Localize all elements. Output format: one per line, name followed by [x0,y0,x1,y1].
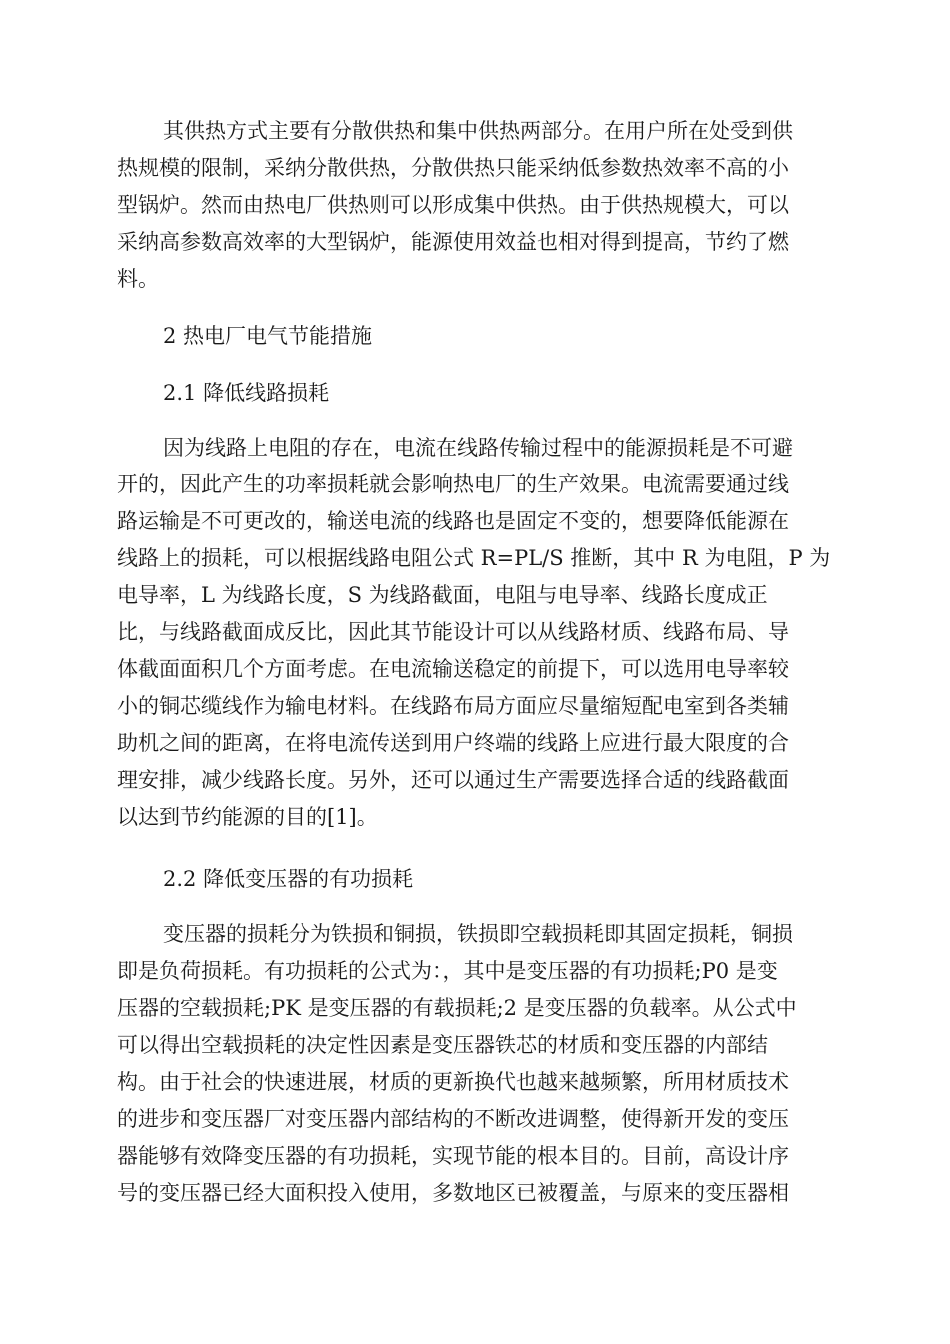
text-line: 线路上的损耗，可以根据线路电阻公式 R=PL/S 推断，其中 R 为电阻，P 为 [117,546,831,570]
text-line: 料。 [117,267,159,291]
text-line: 即是负荷损耗。有功损耗的公式为：，其中是变压器的有功损耗;P0 是变 [117,959,778,983]
text-line: 器能够有效降变压器的有功损耗，实现节能的根本目的。目前，高设计序 [117,1144,789,1168]
text-line: 号的变压器已经大面积投入使用，多数地区已被覆盖，与原来的变压器相 [117,1181,789,1205]
text-line: 变压器的损耗分为铁损和铜损，铁损即空载损耗即其固定损耗，铜损 [163,922,793,946]
text-line: 因为线路上电阻的存在，电流在线路传输过程中的能源损耗是不可避 [163,436,793,460]
text-line: 开的，因此产生的功率损耗就会影响热电厂的生产效果。电流需要通过线 [117,472,789,496]
subsection-heading: 2.1 降低线路损耗 [163,381,330,405]
text-line: 型锅炉。然而由热电厂供热则可以形成集中供热。由于供热规模大，可以 [117,193,789,217]
text-line: 采纳高参数高效率的大型锅炉，能源使用效益也相对得到提高，节约了燃 [117,230,789,254]
text-line: 压器的空载损耗;PK 是变压器的有载损耗;2 是变压器的负载率。从公式中 [117,996,797,1020]
text-line: 路运输是不可更改的，输送电流的线路也是固定不变的，想要降低能源在 [117,509,789,533]
section-heading: 2 热电厂电气节能措施 [163,324,373,348]
text-line: 热规模的限制，采纳分散供热，分散供热只能采纳低参数热效率不高的小 [117,156,789,180]
subsection-heading: 2.2 降低变压器的有功损耗 [163,867,414,891]
text-line: 构。由于社会的快速进展，材质的更新换代也越来越频繁，所用材质技术 [117,1070,789,1094]
text-line: 小的铜芯缆线作为输电材料。在线路布局方面应尽量缩短配电室到各类辅 [117,694,789,718]
text-line: 助机之间的距离，在将电流传送到用户终端的线路上应进行最大限度的合 [117,731,789,755]
text-line: 理安排，减少线路长度。另外，还可以通过生产需要选择合适的线路截面 [117,768,789,792]
text-line: 体截面面积几个方面考虑。在电流输送稳定的前提下，可以选用电导率较 [117,657,789,681]
text-line: 以达到节约能源的目的[1]。 [117,805,378,829]
text-line: 其供热方式主要有分散供热和集中供热两部分。在用户所在处受到供 [163,119,793,143]
text-line: 电导率，L 为线路长度，S 为线路截面，电阻与电导率、线路长度成正 [117,583,768,607]
text-line: 的进步和变压器厂对变压器内部结构的不断改进调整，使得新开发的变压 [117,1107,789,1131]
text-line: 可以得出空载损耗的决定性因素是变压器铁芯的材质和变压器的内部结 [117,1033,768,1057]
text-line: 比，与线路截面成反比，因此其节能设计可以从线路材质、线路布局、导 [117,620,789,644]
